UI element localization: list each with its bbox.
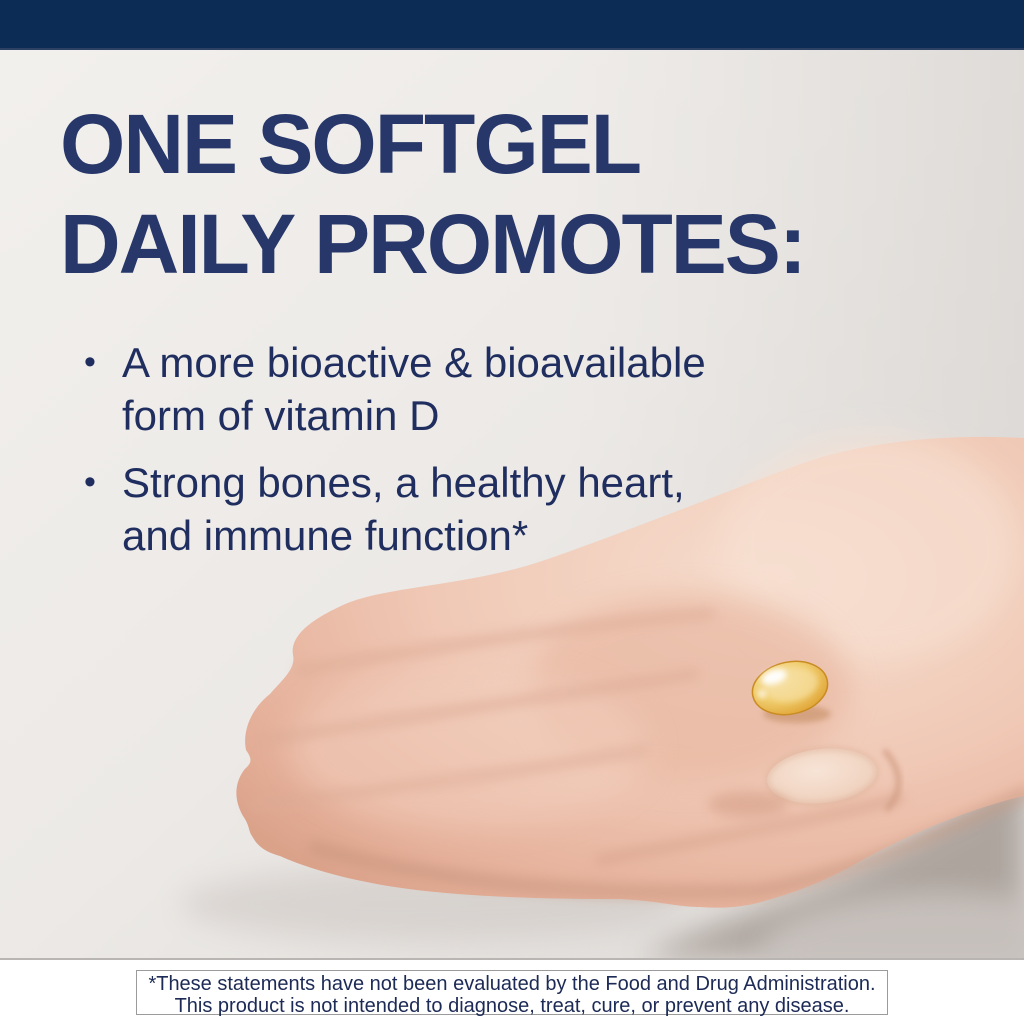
benefits-list — [84, 336, 706, 576]
bullet-icon: • — [84, 343, 96, 381]
benefit-text: A more bioactive & bioavailable form of vitamin D — [122, 339, 706, 439]
bullet-icon: • — [84, 463, 96, 501]
benefit-item — [84, 456, 706, 562]
benefit-item — [84, 336, 706, 442]
top-bar — [0, 0, 1024, 50]
disclaimer-box — [136, 970, 888, 1015]
photo-area — [0, 48, 1024, 960]
disclaimer-strip — [0, 960, 1024, 1024]
headline-line-2: DAILY PROMOTES: — [60, 197, 805, 291]
benefit-text: Strong bones, a healthy heart, and immune function* — [122, 459, 685, 559]
disclaimer-line-1: *These statements have not been evaluated by the Food and Drug Administration. — [148, 973, 876, 995]
headline — [60, 94, 805, 294]
disclaimer-line-2: This product is not intended to diagnose, treat, cure, or prevent any disease. — [174, 995, 850, 1017]
headline-line-1: ONE SOFTGEL — [60, 97, 641, 191]
